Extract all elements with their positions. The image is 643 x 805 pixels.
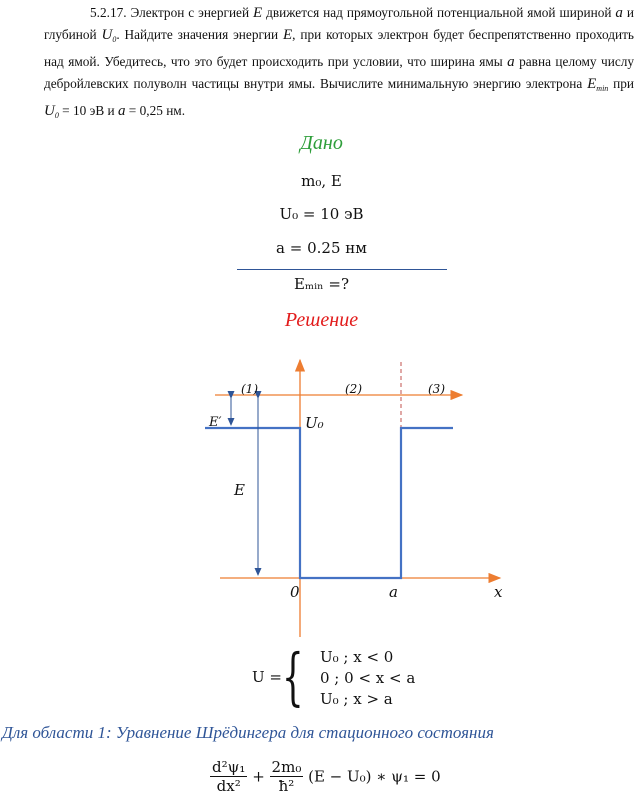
region-3-label: (3) <box>428 382 445 396</box>
find-line: Eₘᵢₙ =? <box>293 275 350 293</box>
region-1-label: (1) <box>241 382 258 396</box>
schrodinger-equation <box>210 758 441 795</box>
potential-row-3: U₀ ; x > a <box>320 690 393 708</box>
given-line-3: a = 0.25 нм <box>276 239 367 257</box>
x-axis-label: x <box>494 583 503 601</box>
u0-label: U₀ <box>305 414 324 432</box>
plus-sign: + <box>252 767 265 786</box>
given-line-1: m₀, E <box>301 172 342 190</box>
solution-heading: Решение <box>284 309 359 331</box>
left-brace: { <box>282 640 304 713</box>
potential-lhs: U = <box>252 668 282 686</box>
region-1-heading: Для области 1: Уравнение Шрёдингера для стационного состояния <box>2 723 494 742</box>
potential-row-1: U₀ ; x < 0 <box>320 648 394 666</box>
a-label: a <box>389 583 398 601</box>
e-label: E <box>234 481 245 499</box>
mass-fraction: $\frac{\text{2m₀}}{\text{ħ²}}$ <box>271 758 302 795</box>
equation-rest: (E − U₀) ∗ ψ₁ = 0 <box>308 767 441 786</box>
given-heading: Дано <box>300 132 343 154</box>
potential-well <box>205 428 453 578</box>
given-line-2: U₀ = 10 эВ <box>279 205 364 223</box>
second-derivative-fraction: $\frac{\text{d²ψ₁}}{\text{dx²}}$ <box>212 758 246 795</box>
problem-number: 5.2.17. <box>90 5 127 20</box>
e-prime-label: E′ <box>209 415 222 430</box>
problem-statement: 5.2.17. Электрон с энергией E движется над прямоугольной потенциальной ямой шириной a и глубиной $U_0$. Найдите значения энергии E, при которых электрон будет беспрепятственно проходить над ямой. Убедитесь, что это будет происходить при условии, что ширина ямы a равна целому числу дебройлевских полуволн частицы внутри ямы. Вычислите минимальную энергию электрона $E_{min}$ при $U_0 = 10$ эВ и a = 0,25 нм. <box>44 5 635 120</box>
origin-label: 0 <box>290 583 300 601</box>
region-2-label: (2) <box>345 382 362 396</box>
piecewise-potential <box>252 640 452 714</box>
potential-row-2: 0 ; 0 < x < a <box>320 669 416 687</box>
